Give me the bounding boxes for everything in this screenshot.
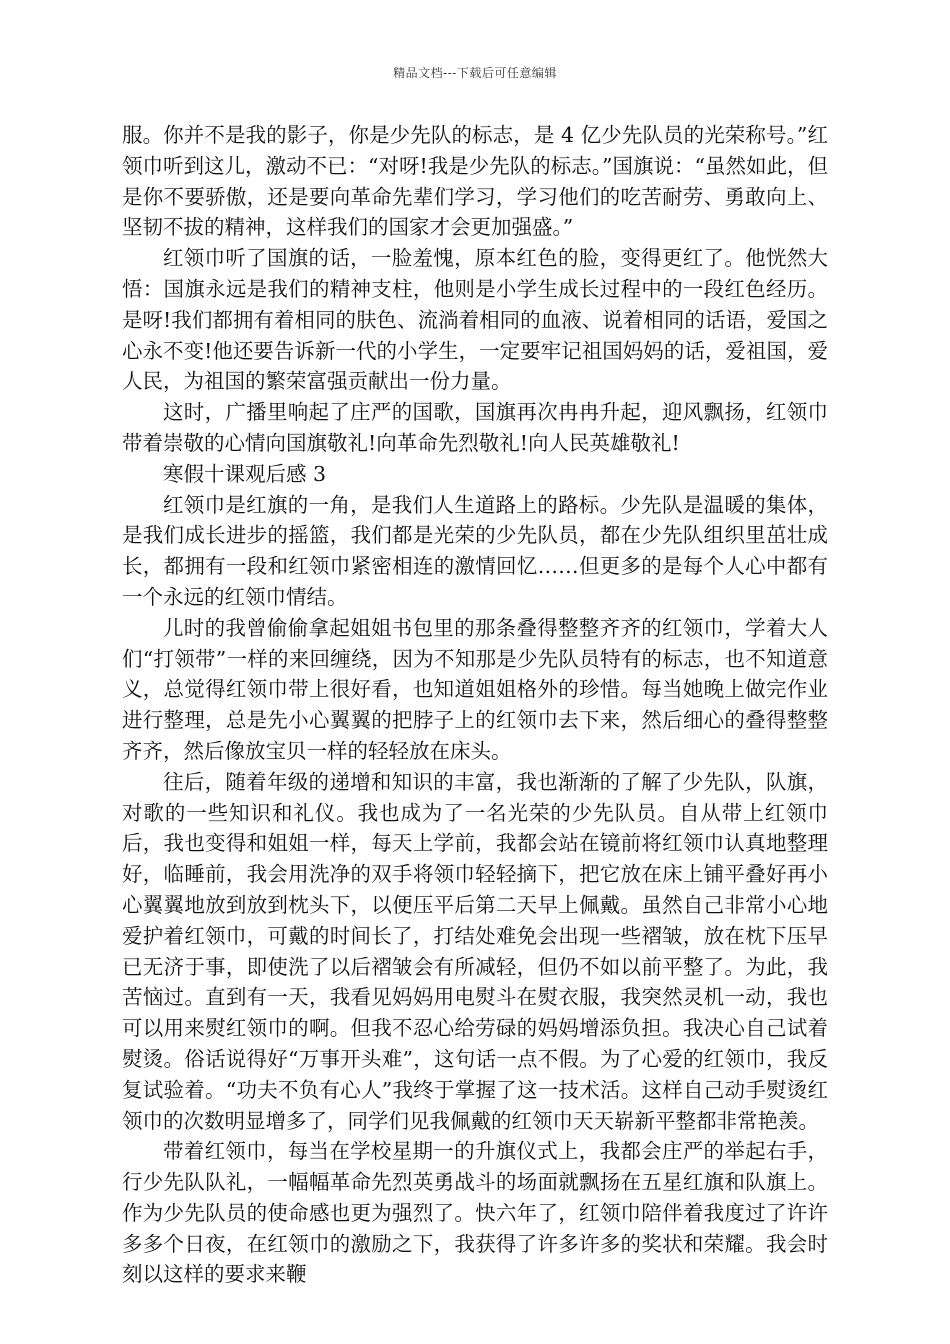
page-header: 精品文档---下载后可任意编辑 [393, 66, 557, 80]
section-heading: 寒假十课观后感 3 [163, 461, 327, 486]
paragraph: 服。你并不是我的影子，你是少先队的标志，是 4 亿少先队员的光荣称号。”红领巾听到这儿，激动不已：“对呀!我是少先队的标志。”国旗说：“虽然如此，但是你不要骄傲，还是要向革命先辈们学习，学习他们的吃苦耐劳、勇敢向上、坚韧不拔的精神，这样我们的国家才会更加强盛。” [122, 123, 828, 240]
paragraph: 这时，广播里响起了庄严的国歌，国旗再次冉冉升起，迎风飘扬，红领巾带着崇敬的心情向国旗敬礼!向革命先烈敬礼!向人民英雄敬礼! [122, 400, 828, 455]
paragraph: 带着红领巾，每当在学校星期一的升旗仪式上，我都会庄严的举起右手，行少先队队礼，一幅幅革命先烈英勇战斗的场面就飘扬在五星红旗和队旗上。作为少先队员的使命感也更为强烈了。快六年了，红领巾陪伴着我度过了许许多多个日夜，在红领巾的激励之下，我获得了许多许多的奖状和荣耀。我会时刻以这样的要求来鞭 [122, 1139, 828, 1287]
paragraph: 红领巾听了国旗的话，一脸羞愧，原本红色的脸，变得更红了。他恍然大悟：国旗永远是我们的精神支柱，他则是小学生成长过程中的一段红色经历。是呀!我们都拥有着相同的肤色、流淌着相同的血液、说着相同的话语，爱国之心永不变!他还要告诉新一代的小学生，一定要牢记祖国妈妈的话，爱祖国，爱人民，为祖国的繁荣富强贡献出一份力量。 [122, 246, 828, 394]
paragraph: 儿时的我曾偷偷拿起姐姐书包里的那条叠得整整齐齐的红领巾，学着大人们“打领带”一样的来回缠绕，因为不知那是少先队员特有的标志，也不知道意义，总觉得红领巾带上很好看，也知道姐姐格外的珍惜。每当她晚上做完作业进行整理，总是先小心翼翼的把脖子上的红领巾去下来，然后细心的叠得整整齐齐，然后像放宝贝一样的轻轻放在床头。 [122, 615, 828, 763]
paragraph: 红领巾是红旗的一角，是我们人生道路上的路标。少先队是温暖的集体，是我们成长进步的摇篮，我们都是光荣的少先队员，都在少先队组织里茁壮成长，都拥有一段和红领巾紧密相连的激情回忆……但更多的是每个人心中都有一个永远的红领巾情结。 [122, 492, 828, 609]
document-body [122, 120, 828, 1290]
paragraph: 往后，随着年级的递增和知识的丰富，我也渐渐的了解了少先队，队旗，对歌的一些知识和礼仪。我也成为了一名光荣的少先队员。自从带上红领巾后，我也变得和姐姐一样，每天上学前，我都会站在镜前将红领巾认真地整理好，临睡前，我会用洗净的双手将领巾轻轻摘下，把它放在床上铺平叠好再小心翼翼地放到放到枕头下，以便压平后第二天早上佩戴。虽然自己非常小心地爱护着红领巾，可戴的时间长了，打结处难免会出现一些褶皱，放在枕下压早已无济于事，即使洗了以后褶皱会有所减轻，但仍不如以前平整了。为此，我苦恼过。直到有一天，我看见妈妈用电熨斗在熨衣服，我突然灵机一动，我也可以用来熨红领巾的啊。但我不忍心给劳碌的妈妈增添负担。我决心自己试着熨烫。俗话说得好“万事开头难”，这句话一点不假。为了心爱的红领巾，我反复试验着。“功夫不负有心人”我终于掌握了这一技术活。这样自己动手熨烫红领巾的次数明显增多了，同学们见我佩戴的红领巾天天崭新平整都非常艳羡。 [122, 769, 828, 1133]
